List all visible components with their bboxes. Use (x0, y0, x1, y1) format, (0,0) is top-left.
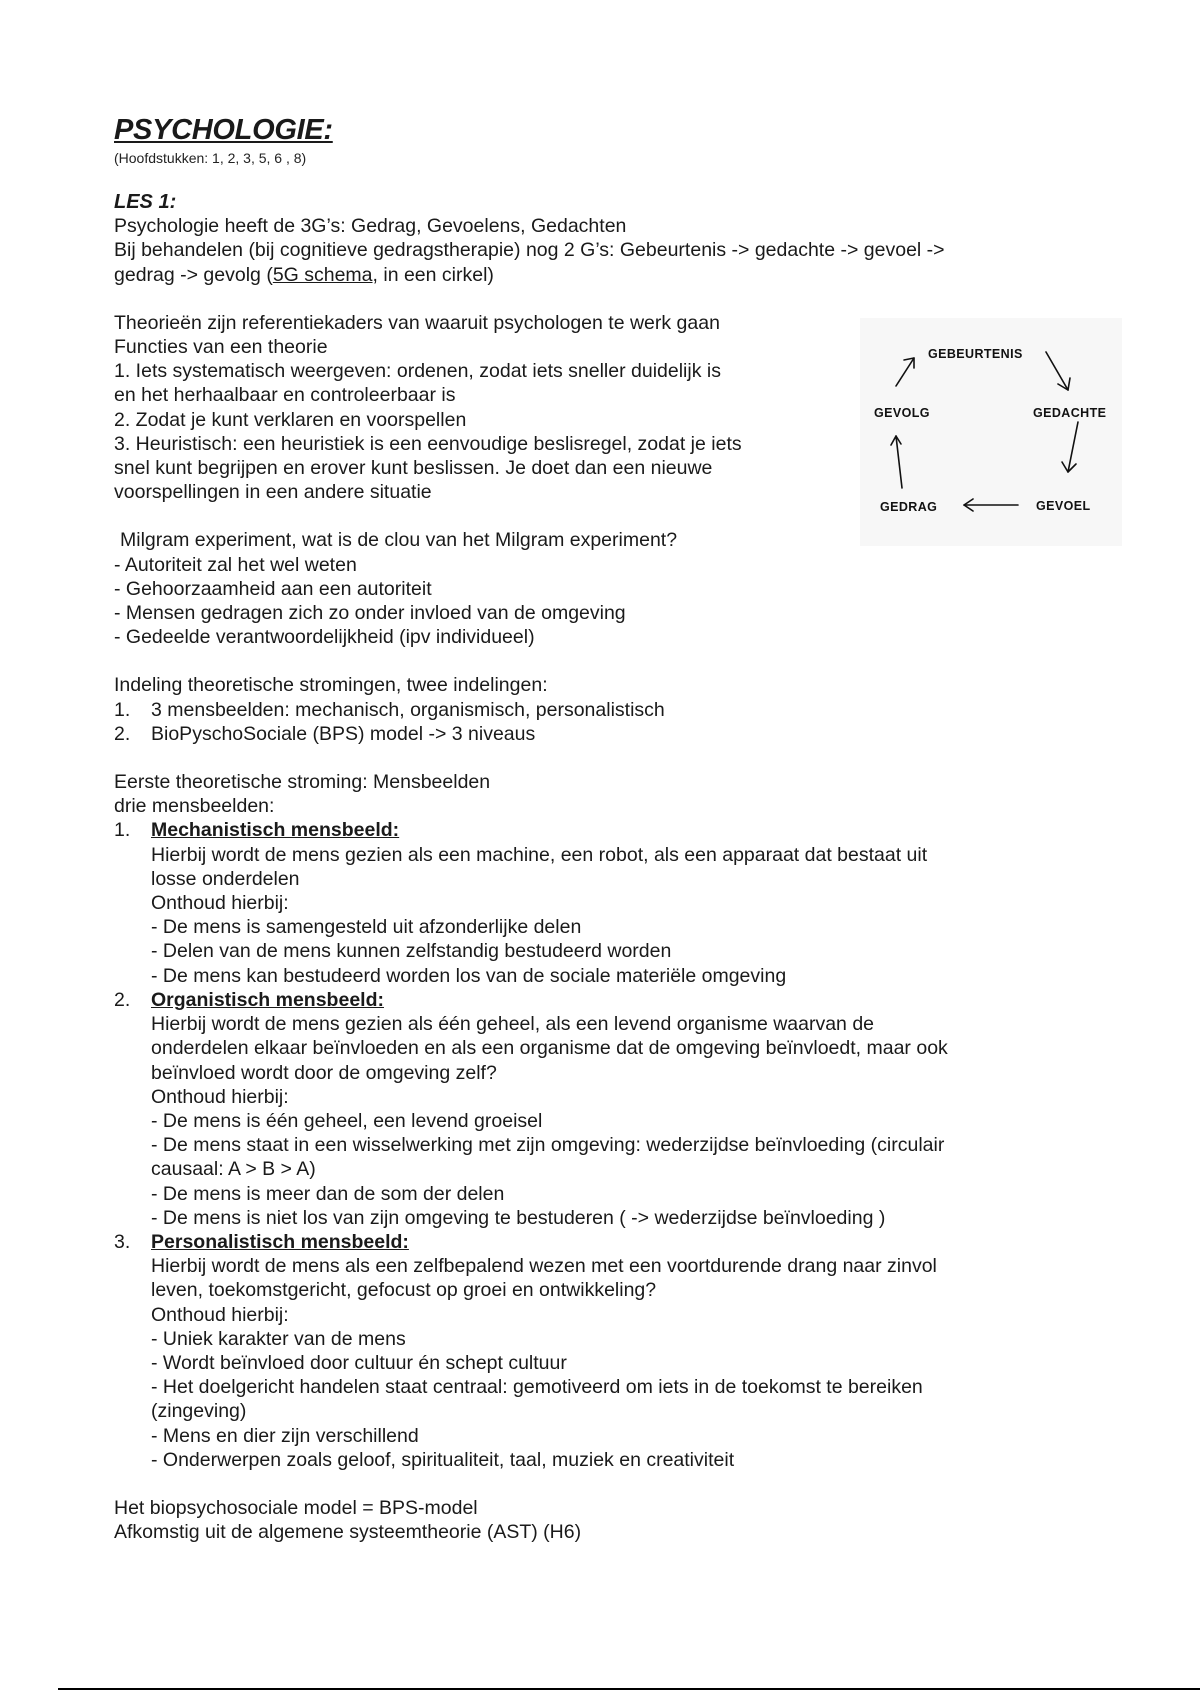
list-item (114, 722, 1074, 746)
item-line: Hierbij wordt de mens gezien als één geheel, als een levend organisme waarvan de (151, 1013, 875, 1036)
mensbeeld-item (114, 988, 1074, 1230)
intro-prefix: gedrag -> gevolg ( (114, 263, 273, 286)
item-line: losse onderdelen (151, 867, 300, 890)
item-number: 2. (114, 988, 131, 1011)
mensbeeld-title: Personalistisch mensbeeld: (151, 1230, 409, 1253)
item-line: Onthoud hierbij: (151, 892, 289, 915)
page-title: PSYCHOLOGIE: (114, 114, 333, 146)
item-line: Onthoud hierbij: (151, 1303, 289, 1326)
arrow-gevolg-to-gebeurtenis (896, 358, 914, 386)
item-line: - Delen van de mens kunnen zelfstandig bestudeerd worden (151, 940, 672, 963)
list-item: - Autoriteit zal het wel weten (114, 553, 357, 576)
5g-schema-link: 5G schema (272, 263, 373, 286)
arrow-gebeurtenis-to-gedachte (1046, 352, 1068, 390)
intro-line (114, 263, 1074, 287)
bps-section (114, 1496, 1074, 1544)
item-line: - De mens is één geheel, een levend groeisel (151, 1109, 543, 1132)
item-number: 1. (114, 819, 131, 842)
list-item (114, 698, 1074, 722)
diagram-label-gedrag: GEDRAG (880, 500, 938, 514)
item-number: 2. (114, 722, 131, 745)
item-text: 3 mensbeelden: mechanisch, organismisch, personalistisch (151, 698, 665, 721)
diagram-label-gevoel: GEVOEL (1036, 499, 1091, 513)
milgram-question: Milgram experiment, wat is de clou van het Milgram experiment? (120, 529, 678, 552)
diagram-label-gebeurtenis: GEBEURTENIS (928, 347, 1023, 361)
item-line: onderdelen elkaar beïnvloeden en als een organisme dat de omgeving beïnvloedt, maar ook (151, 1037, 948, 1060)
item-line: - De mens is niet los van zijn omgeving te bestuderen ( -> wederzijdse beïnvloeding ) (151, 1206, 886, 1229)
item-line: Onthoud hierbij: (151, 1085, 289, 1108)
theory-line: Functies van een theorie (114, 336, 328, 359)
item-line: - Mens en dier zijn verschillend (151, 1424, 419, 1447)
intro-suffix: , in een cirkel) (372, 263, 494, 286)
intro-line: Bij behandelen (bij cognitieve gedragstherapie) nog 2 G’s: Gebeurtenis -> gedachte -> gevoel -> (114, 239, 945, 262)
item-line: (zingeving) (151, 1400, 247, 1423)
indeling-section (114, 673, 1074, 746)
item-line: - Wordt beïnvloed door cultuur én schept cultuur (151, 1351, 567, 1374)
item-line: - De mens kan bestudeerd worden los van de sociale materiële omgeving (151, 964, 787, 987)
mensbeeld-item (114, 1230, 1074, 1472)
bps-line: Afkomstig uit de algemene systeemtheorie (AST) (H6) (114, 1521, 582, 1544)
milgram-section (114, 528, 1074, 649)
theory-section (114, 311, 834, 505)
mensbeeld-item (114, 818, 1074, 987)
diagram-label-gevolg: GEVOLG (874, 406, 930, 420)
item-line: Hierbij wordt de mens gezien als een machine, een robot, als een apparaat dat bestaat uit (151, 843, 928, 866)
5g-cycle-diagram (860, 318, 1122, 546)
theory-line: en het herhaalbaar en controleerbaar is (114, 384, 456, 407)
item-line: Hierbij wordt de mens als een zelfbepalend wezen met een voortdurende drang naar zinvol (151, 1255, 937, 1278)
item-line: leven, toekomstgericht, gefocust op groei en ontwikkeling? (151, 1279, 657, 1302)
item-line: - De mens is samengesteld uit afzonderlijke delen (151, 916, 582, 939)
theory-line: Theorieën zijn referentiekaders van waaruit psychologen te werk gaan (114, 311, 720, 334)
lesson-heading: LES 1: (114, 191, 177, 213)
theory-line: snel kunt begrijpen en erover kunt beslissen. Je doet dan een nieuwe (114, 457, 713, 480)
chapters-note: (Hoofdstukken: 1, 2, 3, 5, 6 , 8) (114, 150, 307, 166)
intro-line: Psychologie heeft de 3G’s: Gedrag, Gevoelens, Gedachten (114, 215, 627, 238)
theory-line: 3. Heuristisch: een heuristiek is een eenvoudige beslisregel, zodat je iets (114, 432, 742, 455)
stroming-line: Eerste theoretische stroming: Mensbeelden (114, 771, 491, 794)
indeling-heading: Indeling theoretische stromingen, twee indelingen: (114, 674, 548, 697)
item-line: causaal: A > B > A) (151, 1158, 316, 1181)
item-line: beïnvloed wordt door de omgeving zelf? (151, 1061, 497, 1084)
list-item: - Mensen gedragen zich zo onder invloed van de omgeving (114, 602, 626, 625)
item-number: 3. (114, 1230, 131, 1253)
mensbeeld-title: Mechanistisch mensbeeld: (151, 819, 400, 842)
list-item: - Gehoorzaamheid aan een autoriteit (114, 577, 432, 600)
theory-line: 2. Zodat je kunt verklaren en voorspellen (114, 408, 467, 431)
mensbeeld-title: Organistisch mensbeeld: (151, 988, 384, 1011)
item-line: - Het doelgericht handelen staat centraal: gemotiveerd om iets in de toekomst te bereiken (151, 1376, 923, 1399)
item-line: - Uniek karakter van de mens (151, 1327, 406, 1350)
list-item: - Gedeelde verantwoordelijkheid (ipv individueel) (114, 626, 535, 649)
mensbeelden-section (114, 770, 1074, 1472)
item-line: - Onderwerpen zoals geloof, spiritualiteit, taal, muziek en creativiteit (151, 1448, 735, 1471)
item-text: BioPyschoSociale (BPS) model -> 3 niveaus (151, 722, 536, 745)
diagram-label-gedachte: GEDACHTE (1033, 406, 1107, 420)
theory-line: 1. Iets systematisch weergeven: ordenen, zodat iets sneller duidelijk is (114, 360, 721, 383)
item-line: - De mens staat in een wisselwerking met zijn omgeving: wederzijdse beïnvloeding (circulair (151, 1134, 945, 1157)
bps-line: Het biopsychosociale model = BPS-model (114, 1496, 478, 1519)
item-number: 1. (114, 698, 131, 721)
stroming-line: drie mensbeelden: (114, 795, 275, 818)
item-line: - De mens is meer dan de som der delen (151, 1182, 505, 1205)
theory-line: voorspellingen in een andere situatie (114, 481, 432, 504)
footer-divider (58, 1688, 1200, 1690)
